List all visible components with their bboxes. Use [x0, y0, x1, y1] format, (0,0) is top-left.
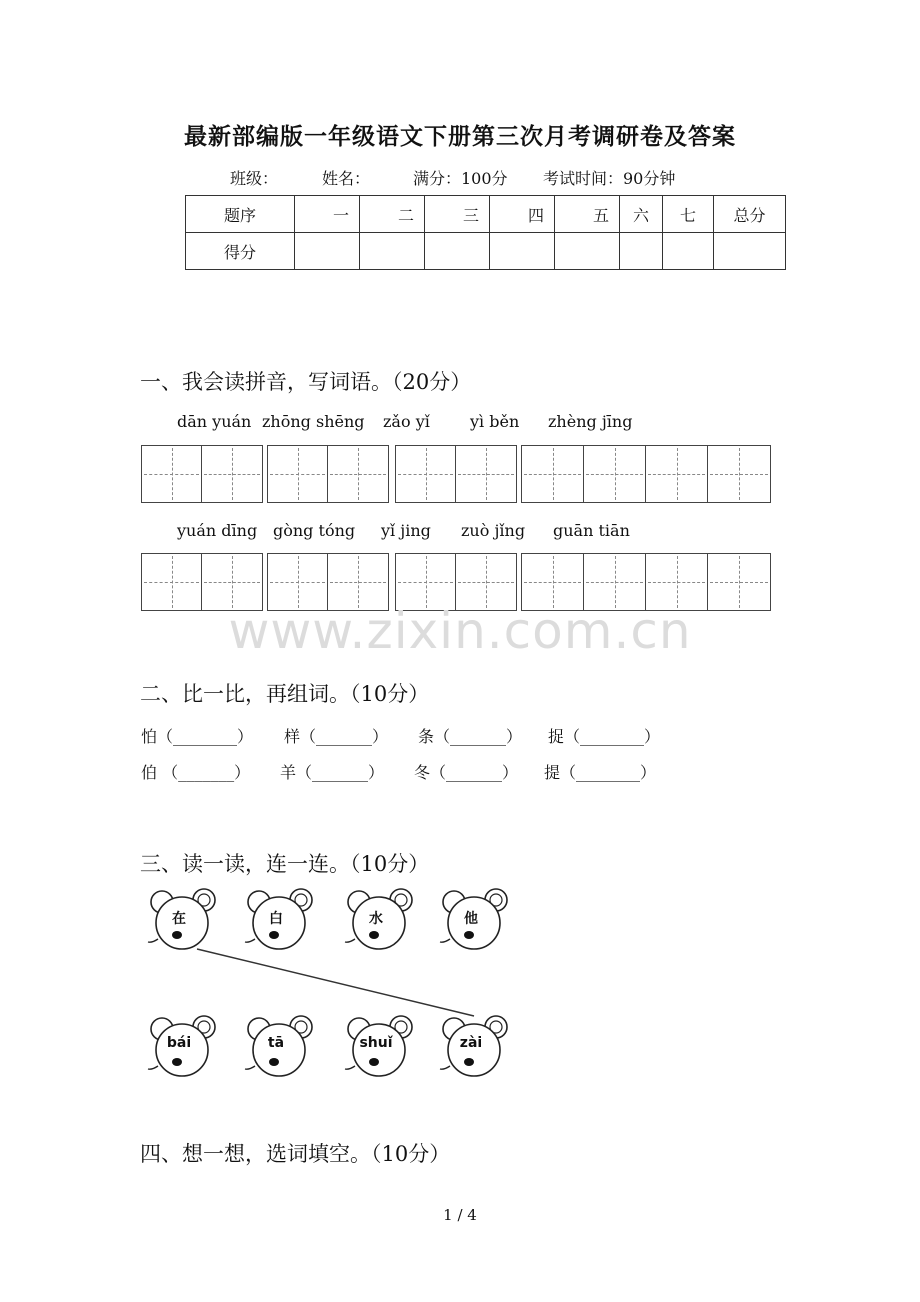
name-label: 姓名：: [322, 169, 371, 188]
writing-cell[interactable]: [142, 446, 202, 502]
compare-item: 样（_______）: [284, 727, 389, 746]
pinyin-label: dān yuán: [177, 412, 252, 431]
mouse-label: shuǐ: [359, 1035, 393, 1051]
mouse-label: zài: [459, 1035, 483, 1051]
table-header-cell: 总分: [714, 196, 786, 233]
full-score: 满分：100分: [413, 169, 508, 188]
writing-cell[interactable]: [396, 446, 456, 502]
score-input-cell[interactable]: [360, 233, 425, 270]
table-header-cell: 三: [425, 196, 490, 233]
pinyin-label: zhōng shēng: [262, 412, 365, 431]
pinyin-label: guān tiān: [553, 521, 630, 540]
writing-cell[interactable]: [646, 446, 708, 502]
table-row-label: 得分: [186, 233, 295, 270]
writing-cell[interactable]: [328, 446, 388, 502]
score-table-score-row: [186, 233, 786, 270]
mouse-label: 在: [172, 911, 186, 927]
mouse-card[interactable]: [436, 885, 514, 959]
section1-heading: 一、我会读拼音，写词语。（20分）: [140, 370, 472, 394]
mouse-label: bái: [166, 1035, 192, 1051]
writing-cell[interactable]: [584, 446, 646, 502]
mouse-card[interactable]: [341, 885, 419, 959]
mouse-label: tā: [267, 1035, 285, 1051]
writing-cell[interactable]: [456, 446, 516, 502]
pinyin-label: gòng tóng: [273, 521, 356, 540]
writing-cell[interactable]: [708, 446, 770, 502]
table-header-cell: 五: [555, 196, 620, 233]
writing-grid: [395, 445, 517, 503]
table-header-cell: 题序: [186, 196, 295, 233]
writing-cell[interactable]: [522, 446, 584, 502]
compare-item: 捉（________）: [548, 727, 661, 746]
mouse-card[interactable]: [341, 1012, 419, 1086]
pinyin-label: zuò jǐng: [461, 521, 526, 540]
mouse-card[interactable]: [241, 1012, 319, 1086]
page-title: 最新部编版一年级语文下册第三次月考调研卷及答案: [184, 123, 736, 150]
score-input-cell[interactable]: [295, 233, 360, 270]
compare-item: 怕（________）: [141, 727, 254, 746]
writing-grid: [267, 445, 389, 503]
section3-heading: 三、读一读，连一连。（10分）: [140, 852, 430, 876]
score-input-cell[interactable]: [555, 233, 620, 270]
pinyin-label: zhèng jīng: [548, 412, 633, 431]
mouse-label: 水: [369, 911, 383, 927]
compare-item: 羊（_______）: [280, 763, 385, 782]
compare-item: 冬（_______）: [414, 763, 519, 782]
mouse-card[interactable]: [144, 1012, 222, 1086]
writing-grid: [521, 445, 771, 503]
mouse-label: 白: [269, 911, 283, 927]
score-table: [185, 195, 786, 270]
table-header-cell: 七: [663, 196, 714, 233]
compare-item: 条（_______）: [418, 727, 523, 746]
score-input-cell[interactable]: [490, 233, 555, 270]
table-header-cell: 二: [360, 196, 425, 233]
page-number: 1 / 4: [443, 1206, 477, 1224]
score-input-cell[interactable]: [620, 233, 663, 270]
table-header-cell: 一: [295, 196, 360, 233]
section2-heading: 二、比一比，再组词。（10分）: [140, 682, 430, 706]
pinyin-label: zǎo yǐ: [383, 412, 430, 431]
writing-cell[interactable]: [202, 446, 262, 502]
watermark: www.zixin.com.cn: [228, 602, 692, 660]
pinyin-label: yì běn: [470, 412, 520, 431]
mouse-card[interactable]: [144, 885, 222, 959]
exam-time: 考试时间：90分钟: [543, 169, 676, 188]
class-label: 班级：: [230, 169, 279, 188]
mouse-card[interactable]: [241, 885, 319, 959]
score-table-header-row: [186, 196, 786, 233]
section4-heading: 四、想一想，选词填空。（10分）: [140, 1142, 451, 1166]
writing-grid: [141, 445, 263, 503]
writing-cell[interactable]: [268, 446, 328, 502]
score-input-cell[interactable]: [714, 233, 786, 270]
compare-item: 提（________）: [544, 763, 657, 782]
table-header-cell: 六: [620, 196, 663, 233]
table-header-cell: 四: [490, 196, 555, 233]
score-input-cell[interactable]: [663, 233, 714, 270]
mouse-card[interactable]: [436, 1012, 514, 1086]
compare-item: 伯 （_______）: [141, 763, 251, 782]
pinyin-label: yǐ jing: [381, 521, 431, 540]
pinyin-label: yuán dīng: [177, 521, 258, 540]
mouse-label: 他: [464, 911, 478, 927]
score-input-cell[interactable]: [425, 233, 490, 270]
